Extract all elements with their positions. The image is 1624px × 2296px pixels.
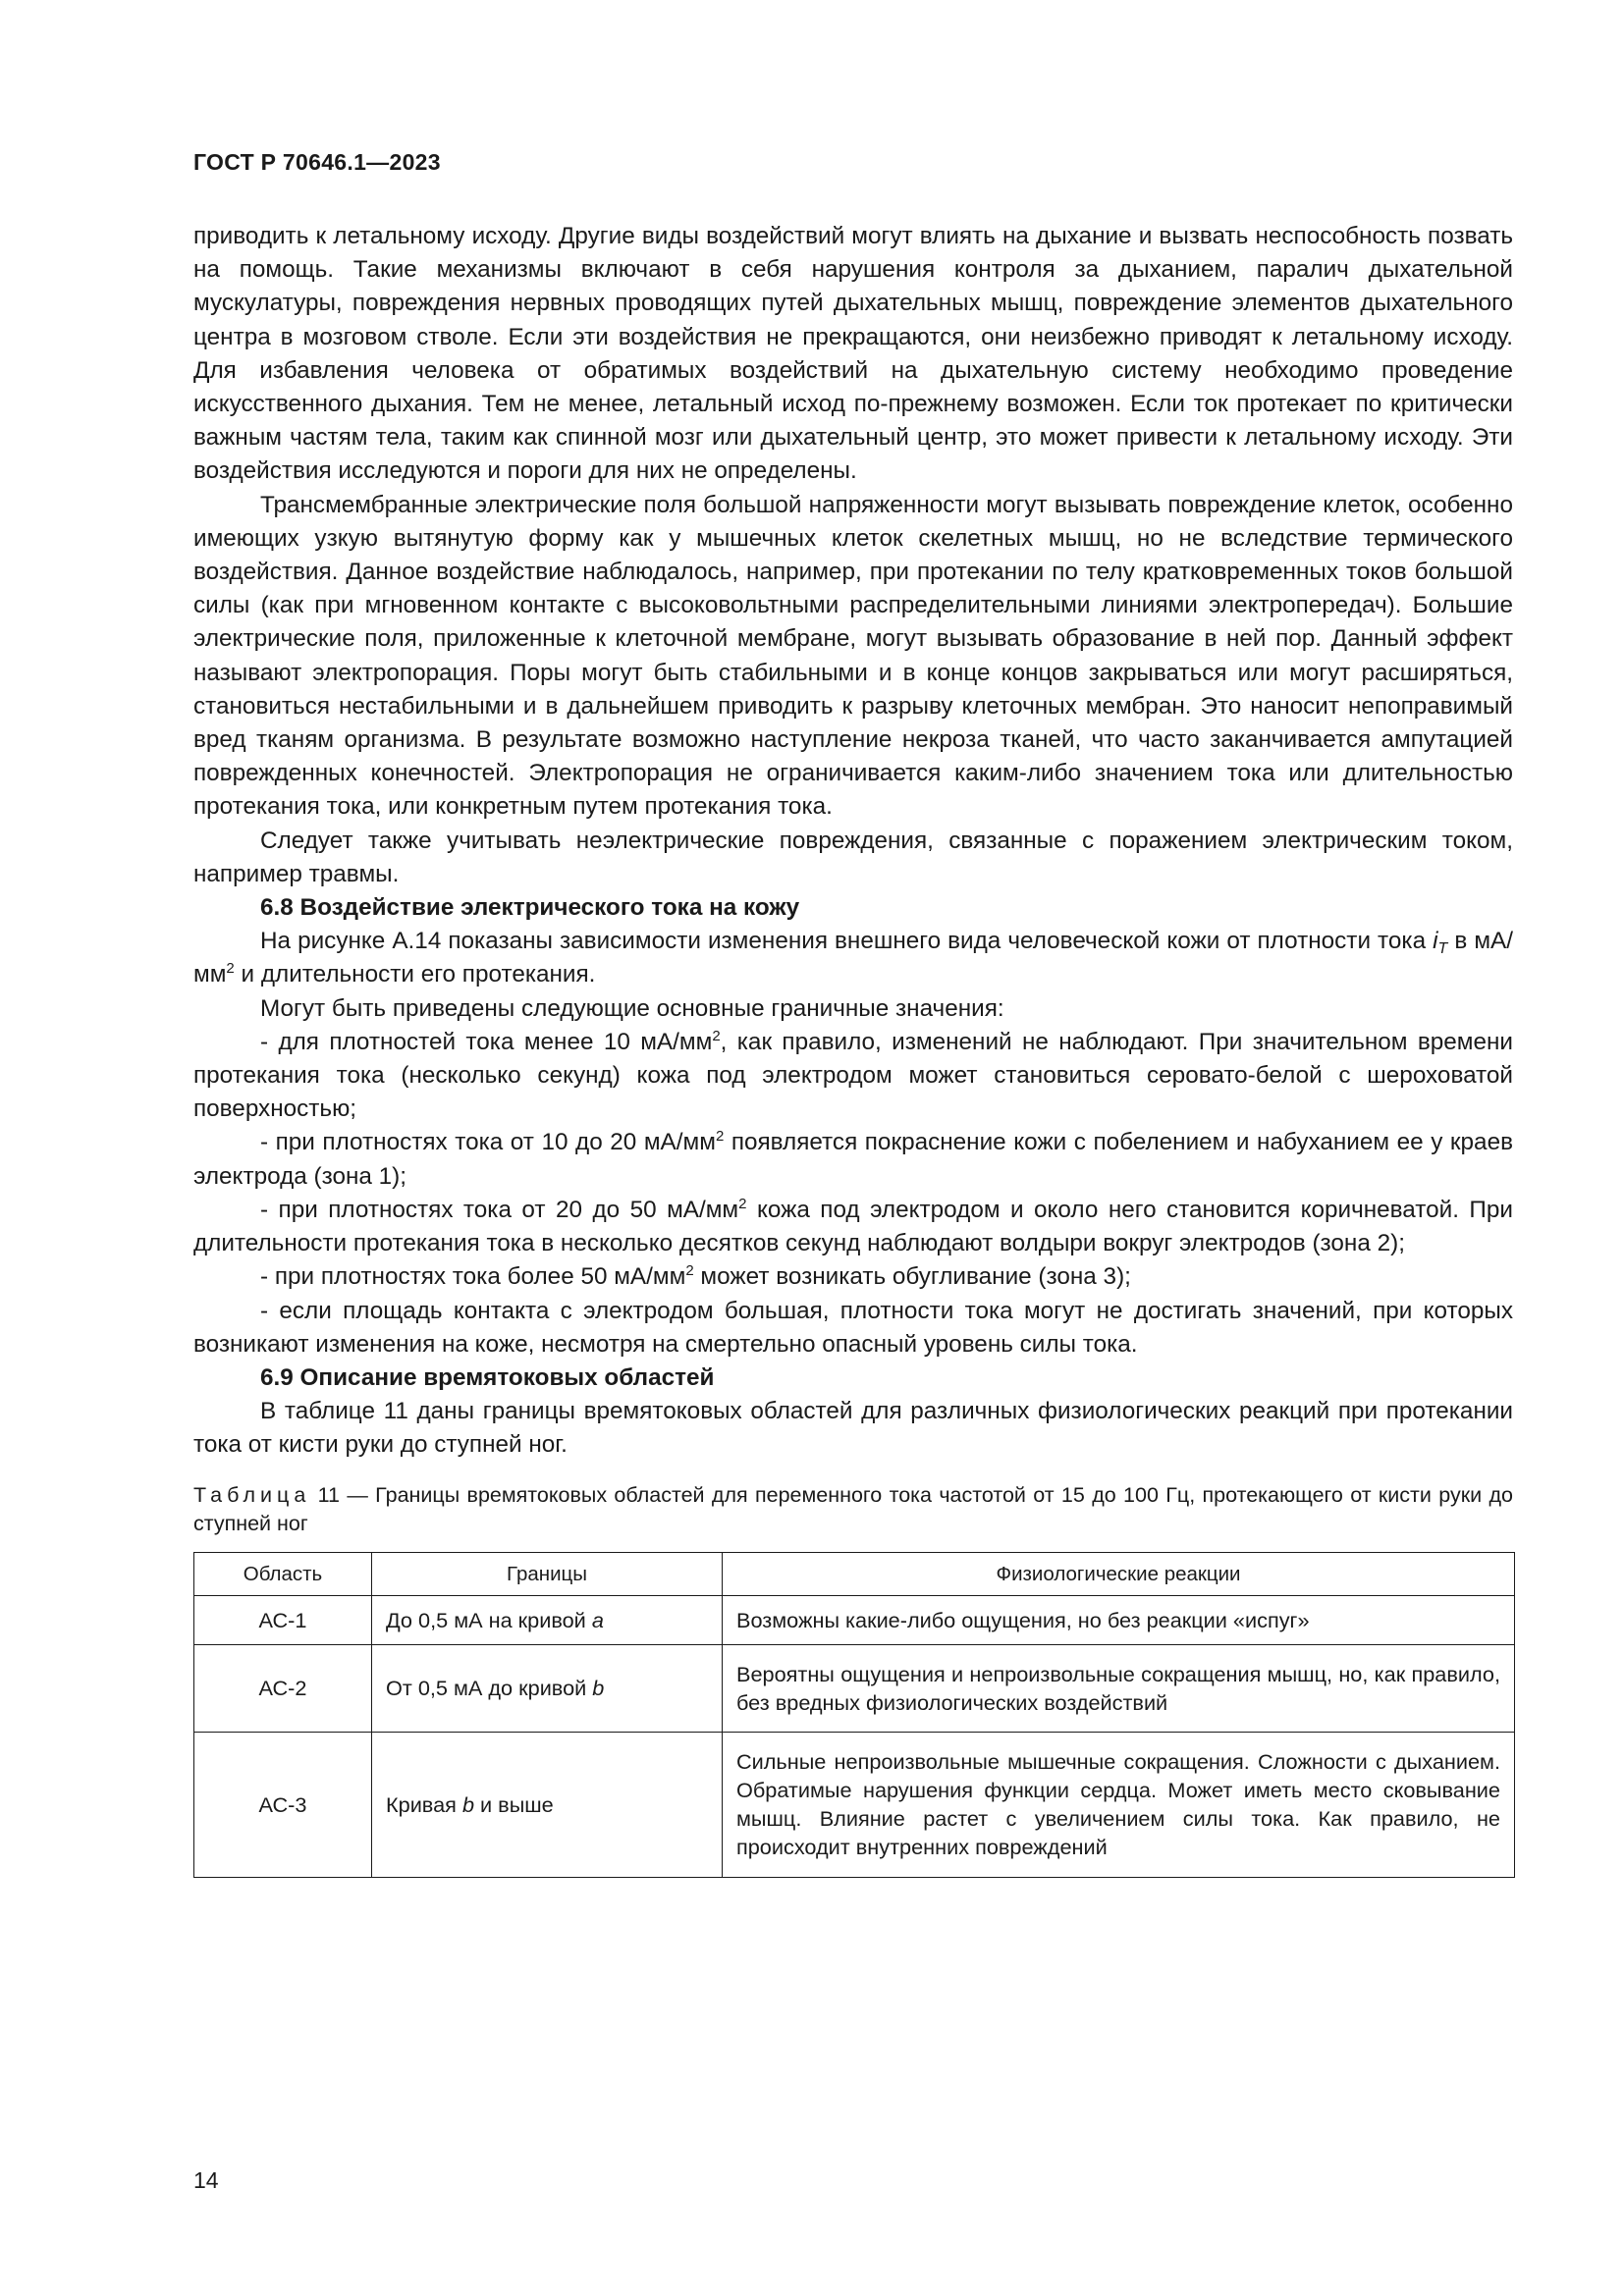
table-cell-bounds <box>372 1644 723 1732</box>
text: может возникать обугливание (зона 3); <box>700 1263 1131 1291</box>
curve-variable: a <box>591 1607 604 1632</box>
text: - при плотностях тока от 20 до 50 мА/мм <box>260 1196 739 1223</box>
paragraph: Трансмембранные электрические поля большой напряженности могут вызывать повреждение клеток, особенно имеющих узкую вытянутую форму как у мышечных клеток скелетных мышц, но не вследствие термического воздействия. Данное воздействие наблюдалось, например, при протекании по телу кратковременных токов большой силы (как при мгновенном контакте с высоковольтными распределительными линиями электропередач). Большие электрические поля, приложенные к клеточной мембране, могут вызывать образование в ней пор. Данный эффект называют электропорация. Поры могут быть стабильными и в конце концов закрываться или могут расширяться, становиться нестабильными и в дальнейшем приводить к разрыву клеточных мембран. Это наносит непоправимый вред тканям организма. В результате возможно наступление некроза тканей, что часто заканчивается ампутацией поврежденных конечностей. Электропорация не ограничивается каким-либо значением тока или длительностью протекания тока, или конкретным путем протекания тока. <box>193 491 1513 821</box>
table-cell-area: АС-3 <box>194 1732 372 1877</box>
paragraph: В таблице 11 даны границы времятоковых областей для различных физиологических реакций при протекании тока от кисти руки до ступней ног. <box>193 1398 1513 1459</box>
superscript: 2 <box>685 1262 694 1280</box>
paragraph: Могут быть приведены следующие основные граничные значения: <box>260 994 1004 1022</box>
table-header-row <box>194 1552 1515 1595</box>
column-header: Область <box>194 1552 372 1595</box>
superscript: 2 <box>738 1195 747 1212</box>
table-row <box>194 1732 1515 1877</box>
text: и длительности его протекания. <box>241 961 596 988</box>
section-title-6-8: 6.8 Воздействие электрического тока на кожу <box>260 894 800 922</box>
table-cell-reaction: Возможны какие-либо ощущения, но без реакции «испуг» <box>723 1595 1515 1644</box>
table-row <box>194 1644 1515 1732</box>
text: - при плотностях тока от 10 до 20 мА/мм <box>260 1129 716 1156</box>
table-cell-area: АС-2 <box>194 1644 372 1732</box>
table-row <box>194 1595 1515 1644</box>
paragraph <box>193 925 1513 991</box>
text: кожа под электродом и около него становится коричневатой. При длительности протекания тока в несколько десятков секунд наблюдают волдыри вокруг электродов (зона 2); <box>193 1196 1513 1257</box>
document-body <box>193 220 1513 1878</box>
text: До 0,5 мА на кривой <box>386 1607 586 1632</box>
list-item <box>193 1194 1513 1260</box>
column-header: Физиологические реакции <box>723 1552 1515 1595</box>
superscript: 2 <box>715 1128 725 1146</box>
curve-variable: b <box>592 1676 605 1701</box>
section-title-6-9: 6.9 Описание времятоковых областей <box>260 1363 715 1391</box>
text: и выше <box>480 1791 554 1817</box>
table-caption-text: 11 — Границы времятоковых областей для переменного тока частотой от 15 до 100 Гц, протекающего от кисти руки до ступней ног <box>193 1482 1513 1535</box>
paragraph: приводить к летальному исходу. Другие виды воздействий могут влиять на дыхание и вызвать неспособность позвать на помощь. Такие механизмы включают в себя нарушения контроля за дыханием, паралич дыхательной мускулатуры, повреждения нервных проводящих путей дыхательных мышц, повреждение элементов дыхательного центра в мозговом стволе. Если эти воздействия не прекращаются, они неизбежно приводят к летальному исходу. Для избавления человека от обратимых воздействий на дыхательную систему необходимо проведение искусственного дыхания. Тем не менее, летальный исход по-прежнему возможен. Если ток протекает по критически важным частям тела, таким как спинной мозг или дыхательный центр, это может привести к летальному исходу. Эти воздействия исследуются и пороги для них не определены. <box>193 223 1513 485</box>
table-cell-reaction: Вероятны ощущения и непроизвольные сокращения мышц, но, как правило, без вредных физиологических воздействий <box>723 1644 1515 1732</box>
table-cell-bounds <box>372 1595 723 1644</box>
paragraph: Следует также учитывать неэлектрические повреждения, связанные с поражением электрическим током, например травмы. <box>193 827 1513 887</box>
list-item: - если площадь контакта с электродом большая, плотности тока могут не достигать значений, при которых возникают изменения на коже, несмотря на смертельно опасный уровень силы тока. <box>193 1297 1513 1358</box>
variable-subscript: T <box>1437 940 1448 958</box>
superscript: 2 <box>226 960 235 978</box>
list-item <box>193 1260 1513 1294</box>
text: От 0,5 мА до кривой <box>386 1676 587 1701</box>
text: На рисунке А.14 показаны зависимости изменения внешнего вида человеческой кожи от плотности тока <box>260 928 1427 955</box>
text: в мА/мм <box>193 928 1513 988</box>
document-header: ГОСТ Р 70646.1—2023 <box>193 149 441 175</box>
table-caption <box>193 1481 1513 1538</box>
column-header: Границы <box>372 1552 723 1595</box>
curve-variable: b <box>461 1791 474 1817</box>
table-cell-reaction: Сильные непроизвольные мышечные сокращения. Сложности с дыханием. Обратимые нарушения функции сердца. Может иметь место сковывание мышц. Влияние растет с увеличением силы тока. Как правило, не происходит внутренних повреждений <box>723 1732 1515 1877</box>
table-cell-bounds <box>372 1732 723 1877</box>
text: - для плотностей тока менее 10 мА/мм <box>260 1028 713 1055</box>
time-current-zones-table <box>193 1552 1515 1878</box>
list-item <box>193 1126 1513 1193</box>
table-cell-area: АС-1 <box>194 1595 372 1644</box>
variable: i <box>1433 928 1438 955</box>
page-number: 14 <box>193 2167 219 2193</box>
superscript: 2 <box>712 1027 721 1044</box>
text: Кривая <box>386 1791 457 1817</box>
text: , как правило, изменений не наблюдают. При значительном времени протекания тока (несколько секунд) кожа под электродом может становиться серовато-белой с шероховатой поверхностью; <box>193 1028 1514 1123</box>
text: - при плотностях тока более 50 мА/мм <box>260 1263 686 1291</box>
table-caption-label: Таблица <box>193 1482 311 1507</box>
list-item <box>193 1026 1513 1127</box>
text: появляется покраснение кожи с побелением и набуханием ее у краев электрода (зона 1); <box>193 1129 1513 1190</box>
